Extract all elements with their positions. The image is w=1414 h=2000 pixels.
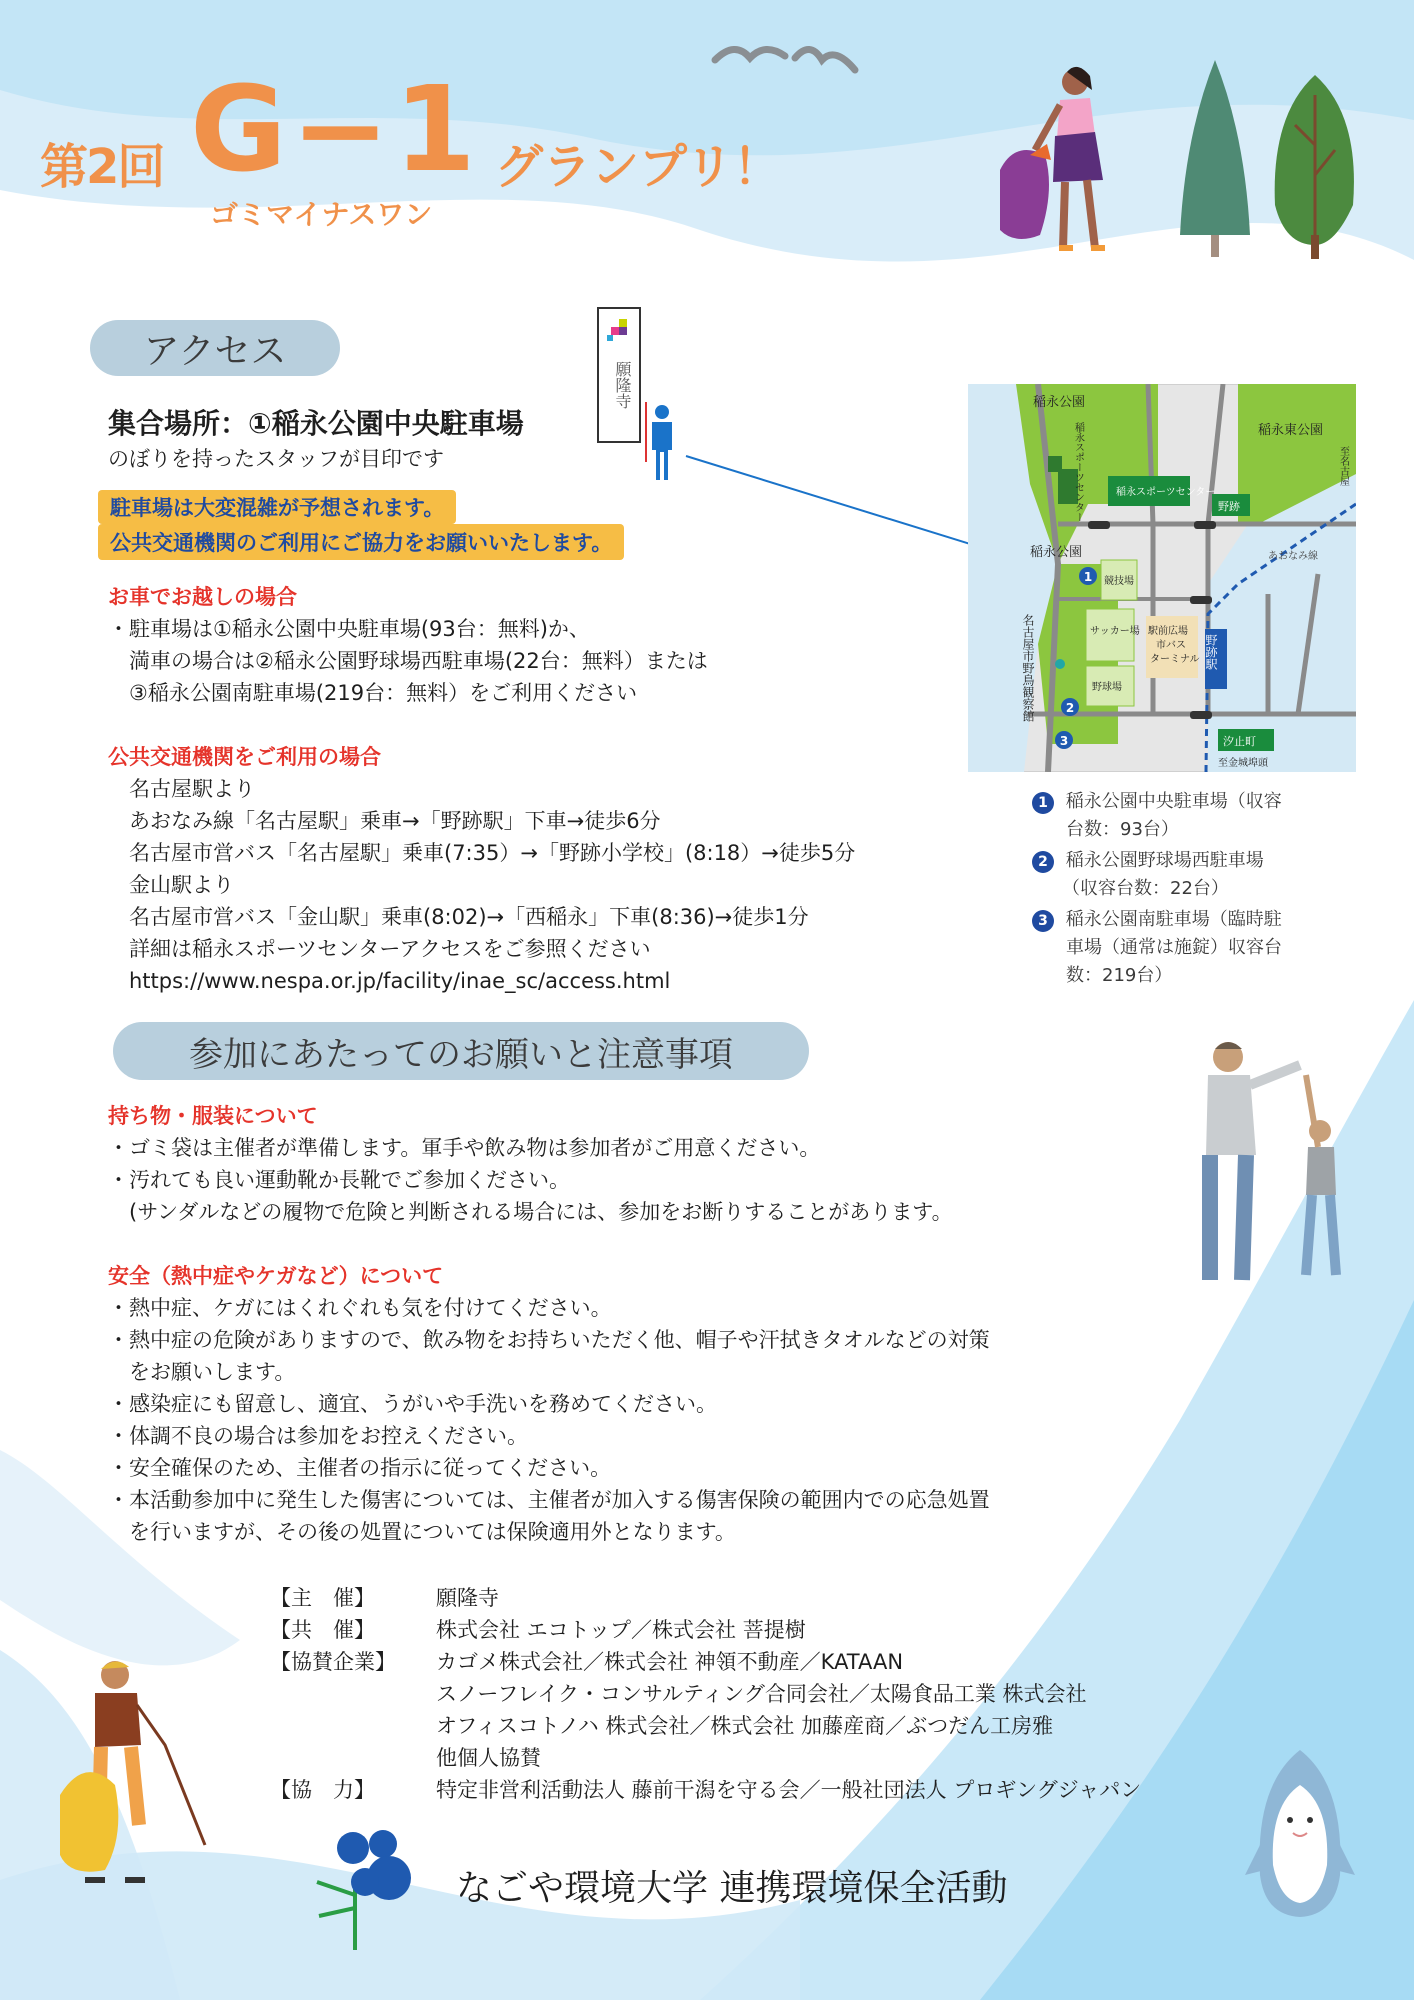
- map-label: 競技場: [1104, 576, 1134, 587]
- cohost-value: 株式会社 エコトップ／株式会社 菩提樹: [436, 1618, 806, 1642]
- map-label: 稲永公園: [1030, 545, 1083, 560]
- map-label: 稲永スポーツセンター: [1072, 422, 1084, 522]
- transit-line: 名古屋駅より: [108, 777, 255, 801]
- map-label: サッカー場: [1090, 626, 1140, 637]
- nobori-flag: [597, 307, 641, 443]
- map-label: 駅前広場: [1148, 626, 1188, 637]
- safety-heading: 安全（熱中症やケガなど）について: [108, 1264, 444, 1288]
- map-label: 名古屋市野鳥観察館: [1021, 614, 1035, 722]
- transit-line: 名古屋市営バス「名古屋駅」乗車(7:35）→「野跡小学校」(8:18）→徒歩5分: [108, 841, 856, 865]
- map-label: 至金城埠頭: [1218, 758, 1268, 769]
- map-label: あおなみ線: [1268, 551, 1318, 562]
- svg-text:3: 3: [1059, 734, 1069, 748]
- map-label: 稲永東公園: [1258, 423, 1324, 438]
- safety-line: を行いますが、その後の処置については保険適用外となります。: [108, 1520, 736, 1544]
- nagoya-kankyo-daigaku-logo: [305, 1820, 425, 1955]
- transit-line: 金山駅より: [108, 873, 234, 897]
- notes-heading: 参加にあたってのお願いと注意事項: [113, 1022, 809, 1080]
- map-legend-item: 2 稲永公園野球場西駐車場 （収容台数：22台）: [1032, 847, 1332, 903]
- supporter-line: スノーフレイク・コンサルティング合同会社／太陽食品工業 株式会社: [436, 1682, 1087, 1706]
- transit-line: 名古屋市営バス「金山駅」乗車(8:02)→「西稲永」下車(8:36)→徒歩1分: [108, 905, 809, 929]
- coop-value: 特定非営利活動法人 藤前干潟を守る会／一般社団法人 プロギングジャパン: [436, 1778, 1142, 1802]
- meeting-place-title: 集合場所：①稲永公園中央駐車場: [108, 407, 524, 440]
- legend-number: 3: [1032, 910, 1054, 932]
- map-label: 野跡: [1218, 500, 1240, 513]
- supporters-label: 【協賛企業】: [270, 1650, 396, 1674]
- legend-number: 2: [1032, 851, 1054, 873]
- father-child-illustration: [1180, 1035, 1360, 1295]
- car-line: 満車の場合は②稲永公園野球場西駐車場(22台：無料）または: [108, 649, 708, 673]
- staff-person-icon: [642, 402, 678, 482]
- host-value: 願隆寺: [436, 1586, 499, 1610]
- parking-alert-line-2: 公共交通機関のご利用にご協力をお願いいたします。: [98, 524, 624, 560]
- safety-line: ・熱中症、ケガにはくれぐれも気を付けてください。: [108, 1296, 612, 1320]
- parking-alert-line-1: 駐車場は大変混雑が予想されます。: [98, 490, 456, 524]
- map-label: 至名古屋: [1337, 446, 1349, 486]
- car-line: ③稲永公園南駐車場(219台：無料）をご利用ください: [108, 681, 638, 705]
- safety-line: をお願いします。: [108, 1360, 296, 1384]
- map-label: 野跡駅: [1204, 634, 1218, 670]
- map-legend-item: 1 稲永公園中央駐車場（収容 台数：93台）: [1032, 788, 1332, 844]
- items-line: ・汚れても良い運動靴か長靴でご参加ください。: [108, 1168, 570, 1192]
- shark-mascot-illustration: [1245, 1745, 1355, 1925]
- safety-line: ・熱中症の危険がありますので、飲み物をお持ちいただく他、帽子や汗拭きタオルなどの対策: [108, 1328, 990, 1352]
- transit-line: あおなみ線「名古屋駅」乗車→「野跡駅」下車→徒歩6分: [108, 809, 661, 833]
- transit-line: 詳細は稲永スポーツセンターアクセスをご参照ください: [108, 937, 651, 961]
- safety-line: ・感染症にも留意し、適宜、うがいや手洗いを務めてください。: [108, 1392, 717, 1416]
- supporter-line: 他個人協賛: [436, 1746, 541, 1770]
- footer-org-name: なごや環境大学 連携環境保全活動: [456, 1868, 1008, 1909]
- svg-text:2: 2: [1065, 701, 1075, 715]
- map-label: ターミナル: [1150, 654, 1200, 665]
- svg-text:1: 1: [1083, 570, 1093, 584]
- map-label: 稲永公園: [1033, 395, 1086, 410]
- man-collecting-trash-illustration: [55, 1655, 215, 1885]
- supporter-line: オフィスコトノハ 株式会社／株式会社 加藤産商／ぶつだん工房雅: [436, 1714, 1054, 1738]
- map-label: 野球場: [1092, 682, 1122, 693]
- items-line: ・ゴミ袋は主催者が準備します。軍手や飲み物は参加者がご用意ください。: [108, 1136, 821, 1160]
- woman-collecting-trash-illustration: [995, 60, 1135, 260]
- host-label: 【主 催】: [270, 1586, 375, 1610]
- flag-text: 願隆寺: [613, 361, 632, 409]
- car-line: ・駐車場は①稲永公園中央駐車場(93台：無料)か、: [108, 617, 590, 641]
- legend-number: 1: [1032, 792, 1054, 814]
- car-heading: お車でお越しの場合: [108, 585, 297, 609]
- supporter-line: カゴメ株式会社／株式会社 神領不動産／KATAAN: [436, 1650, 904, 1674]
- cohost-label: 【共 催】: [270, 1618, 375, 1642]
- meeting-place-note: のぼりを持ったスタッフが目印です: [108, 447, 444, 471]
- access-map: [968, 384, 1356, 772]
- seagulls-illustration: [710, 30, 860, 90]
- title-subtitle: ゴミマイナスワン: [210, 198, 433, 231]
- map-label: 稲永スポーツセンター: [1116, 487, 1216, 498]
- transit-heading: 公共交通機関をご利用の場合: [108, 745, 381, 769]
- safety-line: ・体調不良の場合は参加をお控えください。: [108, 1424, 528, 1448]
- items-line: (サンダルなどの履物で危険と判断される場合には、参加をお断りすることがあります。: [108, 1200, 953, 1224]
- title-prefix: 第2回: [40, 139, 164, 195]
- items-heading: 持ち物・服装について: [108, 1104, 318, 1128]
- map-label: 汐止町: [1223, 735, 1256, 748]
- coop-label: 【協 力】: [270, 1778, 375, 1802]
- access-heading: アクセス: [90, 320, 340, 376]
- flag-logo-squares: [607, 319, 629, 341]
- title-suffix: グランプリ！: [495, 139, 782, 195]
- title-main: G−1: [190, 60, 480, 198]
- trees-illustration: [1175, 55, 1375, 265]
- safety-line: ・本活動参加中に発生した傷害については、主催者が加入する傷害保険の範囲内での応急処置: [108, 1488, 990, 1512]
- access-url-link[interactable]: https://www.nespa.or.jp/facility/inae_sc/access.html: [108, 969, 671, 993]
- map-legend-item: 3 稲永公園南駐車場（臨時駐 車場（通常は施錠）収容台 数：219台）: [1032, 906, 1332, 990]
- map-label: 市バス: [1156, 640, 1186, 651]
- safety-line: ・安全確保のため、主催者の指示に従ってください。: [108, 1456, 612, 1480]
